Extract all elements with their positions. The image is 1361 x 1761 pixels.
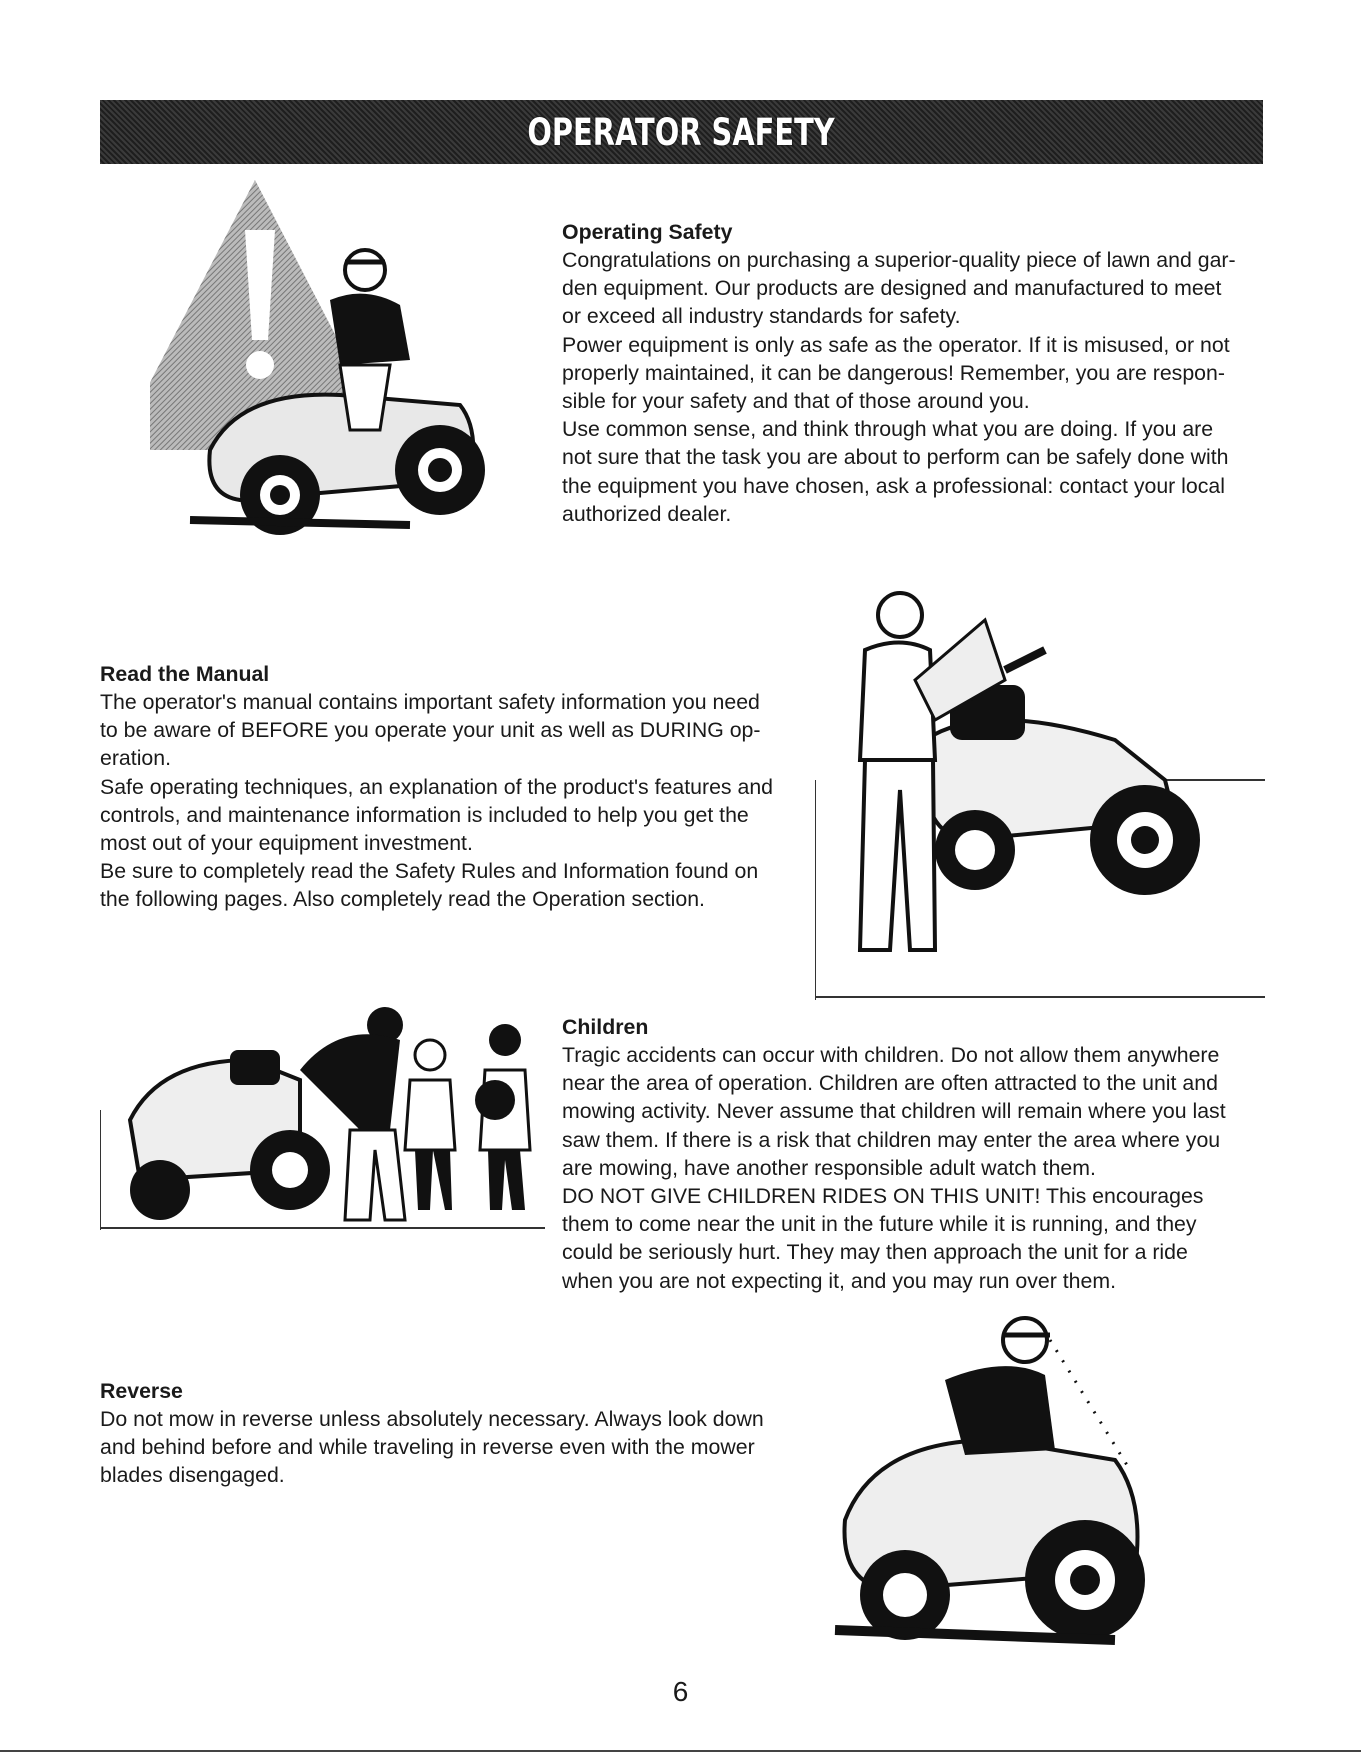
body-line: most out of your equipment investment. (100, 831, 473, 856)
body-line: to be aware of BEFORE you operate your unit as well as DURING op- (100, 718, 761, 743)
body-line: properly maintained, it can be dangerous! Remember, you are respon- (562, 360, 1225, 385)
body-line: Be sure to completely read the Safety Rules and Information found on (100, 859, 759, 884)
operator-figure-icon (945, 1318, 1055, 1455)
children-near-tractor-illustration (100, 1000, 545, 1230)
body-line: saw them. If there is a risk that children may enter the area where you (562, 1127, 1221, 1152)
section-heading: Operating Safety (562, 220, 733, 244)
warning-rider-illustration (150, 180, 560, 590)
section-heading: Read the Manual (100, 662, 270, 686)
body-line: Congratulations on purchasing a superior-quality piece of lawn and gar- (562, 248, 1236, 272)
body-line: controls, and maintenance information is included to help you get the (100, 802, 749, 827)
section-heading: Children (562, 1015, 649, 1039)
man-reading-manual-illustration (815, 590, 1265, 1000)
body-line: den equipment. Our products are designed and manufactured to meet (562, 276, 1222, 301)
page-number: 6 (672, 1676, 689, 1707)
children-section (562, 1013, 1252, 1295)
body-line: are mowing, have another responsible adult watch them. (562, 1155, 1096, 1180)
body-line: blades disengaged. (100, 1463, 285, 1488)
body-line: or exceed all industry standards for safety. (562, 304, 961, 329)
body-line: The operator's manual contains important safety information you need (100, 690, 760, 714)
body-line: them to come near the unit in the future while it is running, and they (562, 1212, 1197, 1237)
lawn-tractor-icon (835, 1440, 1145, 1640)
body-line: authorized dealer. (562, 501, 732, 526)
body-line: the following pages. Also completely read the Operation section. (100, 887, 705, 912)
body-line: eration. (100, 746, 172, 771)
body-line: sible for your safety and that of those around you. (562, 389, 1030, 414)
body-line: DO NOT GIVE CHILDREN RIDES ON THIS UNIT! This encourages (562, 1184, 1204, 1209)
body-line: mowing activity. Never assume that children will remain where you last (562, 1099, 1226, 1124)
body-line: near the area of operation. Children are often attracted to the unit and (562, 1071, 1218, 1096)
body-line: Power equipment is only as safe as the operator. If it is misused, or not (562, 332, 1230, 357)
body-line: not sure that the task you are about to perform can be safely done with (562, 445, 1229, 470)
bottom-rule (0, 1750, 1361, 1752)
body-line: Do not mow in reverse unless absolutely necessary. Always look down (100, 1407, 764, 1431)
body-line: and behind before and while traveling in reverse even with the mower (100, 1435, 755, 1460)
body-line: the equipment you have chosen, ask a professional: contact your local (562, 473, 1225, 498)
title-banner (100, 100, 1263, 164)
operating-safety-section (562, 218, 1252, 528)
body-line: could be seriously hurt. They may then approach the unit for a ride (562, 1240, 1188, 1265)
child-figure-icon (405, 1040, 455, 1210)
page-title: OPERATOR SAFETY (527, 110, 836, 154)
body-line: Safe operating techniques, an explanation of the product's features and (100, 774, 774, 799)
rider-looking-behind-illustration (815, 1310, 1275, 1665)
body-line: Tragic accidents can occur with children. Do not allow them anywhere (562, 1043, 1220, 1067)
section-heading: Reverse (100, 1379, 183, 1403)
lawn-tractor-icon (130, 1050, 330, 1220)
reverse-section (100, 1377, 820, 1490)
child-figure-icon (475, 1024, 530, 1210)
body-line: when you are not expecting it, and you may run over them. (562, 1268, 1117, 1293)
read-manual-section (100, 660, 800, 914)
body-line: Use common sense, and think through what you are doing. If you are (562, 417, 1214, 442)
